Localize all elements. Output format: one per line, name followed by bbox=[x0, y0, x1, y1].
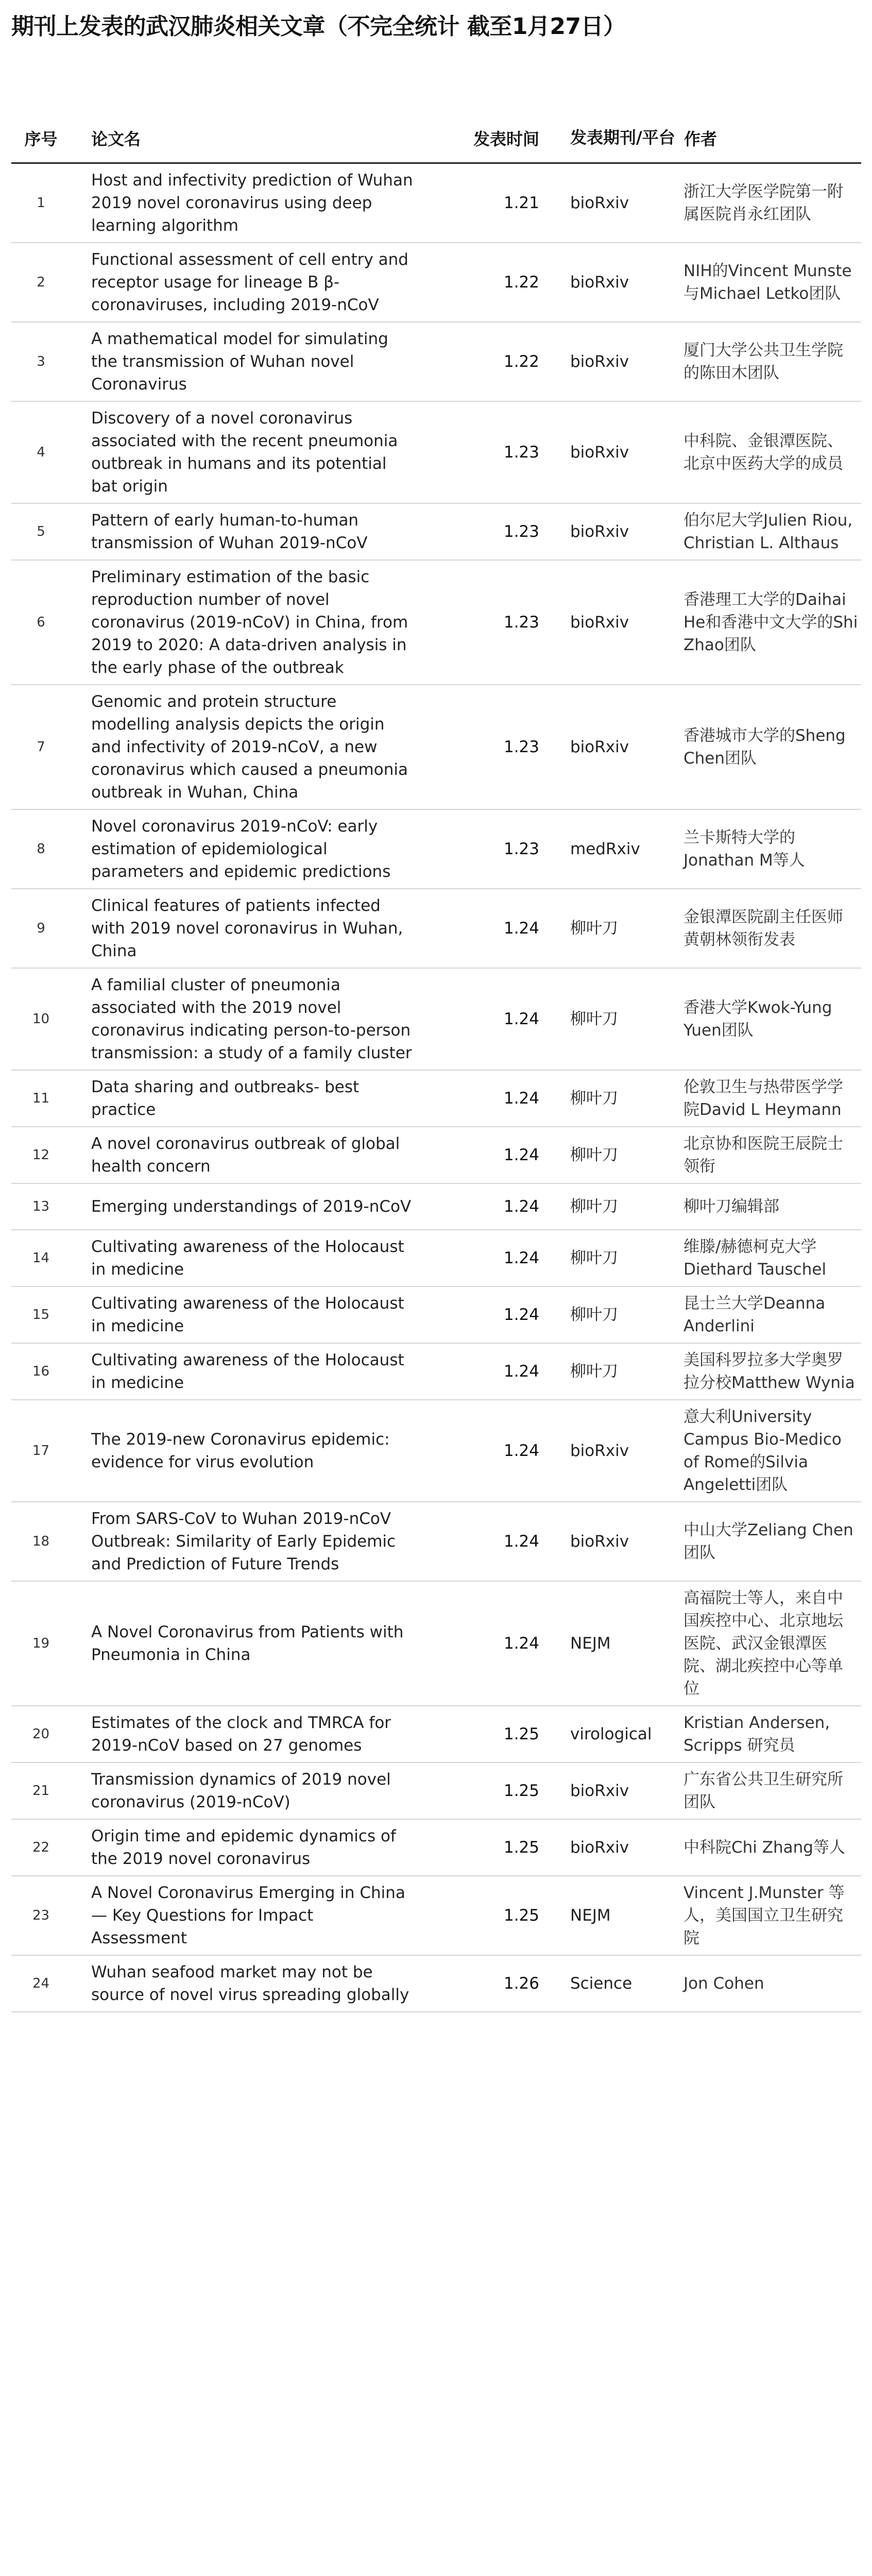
cell-num: 12 bbox=[11, 1127, 71, 1183]
header-author: 作者 bbox=[683, 54, 861, 163]
cell-title: Discovery of a novel coronavirus associated with the recent pneumonia outbreak in humans and its potential bat origin bbox=[71, 401, 436, 503]
cell-venue: NEJM bbox=[560, 1876, 683, 1955]
table-row bbox=[11, 685, 861, 809]
cell-date: 1.24 bbox=[436, 1230, 560, 1286]
table-row bbox=[11, 243, 861, 322]
cell-date: 1.21 bbox=[436, 163, 560, 243]
cell-num: 13 bbox=[11, 1183, 71, 1230]
cell-author: 伯尔尼大学Julien Riou, Christian L. Althaus bbox=[683, 503, 861, 560]
cell-num: 1 bbox=[11, 163, 71, 243]
cell-venue: 柳叶刀 bbox=[560, 1070, 683, 1127]
table-row bbox=[11, 1400, 861, 1502]
cell-num: 8 bbox=[11, 809, 71, 889]
cell-venue: 柳叶刀 bbox=[560, 1127, 683, 1183]
cell-date: 1.22 bbox=[436, 243, 560, 322]
cell-num: 19 bbox=[11, 1581, 71, 1706]
cell-title: A Novel Coronavirus Emerging in China — Key Questions for Impact Assessment bbox=[71, 1876, 436, 1955]
table-row bbox=[11, 503, 861, 560]
cell-title: Data sharing and outbreaks- best practice bbox=[71, 1070, 436, 1127]
cell-num: 9 bbox=[11, 889, 71, 968]
cell-title: Transmission dynamics of 2019 novel coronavirus (2019-nCoV) bbox=[71, 1762, 436, 1819]
cell-date: 1.23 bbox=[436, 560, 560, 685]
cell-author: Jon Cohen bbox=[683, 1955, 861, 2012]
cell-title: Estimates of the clock and TMRCA for 2019-nCoV based on 27 genomes bbox=[71, 1706, 436, 1762]
cell-num: 16 bbox=[11, 1343, 71, 1400]
table-row bbox=[11, 1127, 861, 1183]
cell-num: 22 bbox=[11, 1819, 71, 1876]
cell-author: 意大利University Campus Bio-Medico of Rome的Silvia Angeletti团队 bbox=[683, 1400, 861, 1502]
table-row bbox=[11, 1955, 861, 2012]
cell-date: 1.24 bbox=[436, 1127, 560, 1183]
cell-num: 23 bbox=[11, 1876, 71, 1955]
cell-num: 7 bbox=[11, 685, 71, 809]
table-row bbox=[11, 968, 861, 1070]
cell-title: Host and infectivity prediction of Wuhan 2019 novel coronavirus using deep learning algorithm bbox=[71, 163, 436, 243]
cell-date: 1.25 bbox=[436, 1876, 560, 1955]
cell-date: 1.24 bbox=[436, 1070, 560, 1127]
cell-num: 20 bbox=[11, 1706, 71, 1762]
cell-title: Cultivating awareness of the Holocaust in medicine bbox=[71, 1286, 436, 1343]
cell-venue: bioRxiv bbox=[560, 401, 683, 503]
table-row bbox=[11, 1706, 861, 1762]
table-row bbox=[11, 809, 861, 889]
cell-author: Kristian Andersen, Scripps 研究员 bbox=[683, 1706, 861, 1762]
cell-num: 14 bbox=[11, 1230, 71, 1286]
cell-date: 1.25 bbox=[436, 1762, 560, 1819]
cell-author: 厦门大学公共卫生学院的陈田木团队 bbox=[683, 322, 861, 401]
cell-date: 1.25 bbox=[436, 1819, 560, 1876]
table-row bbox=[11, 1876, 861, 1955]
cell-num: 17 bbox=[11, 1400, 71, 1502]
cell-num: 15 bbox=[11, 1286, 71, 1343]
cell-date: 1.26 bbox=[436, 1955, 560, 2012]
cell-author: 香港大学Kwok-Yung Yuen团队 bbox=[683, 968, 861, 1070]
cell-num: 6 bbox=[11, 560, 71, 685]
table-row bbox=[11, 1183, 861, 1230]
header-date: 发表时间 bbox=[436, 54, 560, 163]
cell-num: 3 bbox=[11, 322, 71, 401]
cell-author: 昆士兰大学Deanna Anderlini bbox=[683, 1286, 861, 1343]
table-row bbox=[11, 1581, 861, 1706]
cell-num: 5 bbox=[11, 503, 71, 560]
cell-date: 1.22 bbox=[436, 322, 560, 401]
cell-title: The 2019-new Coronavirus epidemic: evidence for virus evolution bbox=[71, 1400, 436, 1502]
table-row bbox=[11, 1230, 861, 1286]
cell-date: 1.24 bbox=[436, 1343, 560, 1400]
cell-num: 21 bbox=[11, 1762, 71, 1819]
cell-venue: 柳叶刀 bbox=[560, 889, 683, 968]
header-num: 序号 bbox=[11, 54, 71, 163]
cell-date: 1.23 bbox=[436, 685, 560, 809]
cell-num: 4 bbox=[11, 401, 71, 503]
cell-author: 中科院Chi Zhang等人 bbox=[683, 1819, 861, 1876]
cell-title: Preliminary estimation of the basic reproduction number of novel coronavirus (2019-nCoV) in China, from 2019 to 2020: A data-driven analysis in the early phase of the outbreak bbox=[71, 560, 436, 685]
cell-date: 1.23 bbox=[436, 503, 560, 560]
cell-date: 1.24 bbox=[436, 1183, 560, 1230]
cell-date: 1.24 bbox=[436, 889, 560, 968]
cell-author: 香港理工大学的Daihai He和香港中文大学的Shi Zhao团队 bbox=[683, 560, 861, 685]
cell-title: Functional assessment of cell entry and receptor usage for lineage B β-coronaviruses, including 2019-nCoV bbox=[71, 243, 436, 322]
header-title: 论文名 bbox=[71, 54, 436, 163]
cell-author: 高福院士等人，来自中国疾控中心、北京地坛医院、武汉金银潭医院、湖北疾控中心等单位 bbox=[683, 1581, 861, 1706]
cell-date: 1.25 bbox=[436, 1706, 560, 1762]
cell-title: Emerging understandings of 2019-nCoV bbox=[71, 1183, 436, 1230]
cell-venue: NEJM bbox=[560, 1581, 683, 1706]
table-row bbox=[11, 1286, 861, 1343]
cell-author: 广东省公共卫生研究所团队 bbox=[683, 1762, 861, 1819]
cell-venue: 柳叶刀 bbox=[560, 968, 683, 1070]
cell-venue: bioRxiv bbox=[560, 685, 683, 809]
cell-venue: bioRxiv bbox=[560, 560, 683, 685]
cell-date: 1.24 bbox=[436, 1400, 560, 1502]
cell-venue: bioRxiv bbox=[560, 1762, 683, 1819]
cell-author: 维滕/赫德柯克大学Diethard Tauschel bbox=[683, 1230, 861, 1286]
cell-author: 北京协和医院王辰院士领衔 bbox=[683, 1127, 861, 1183]
cell-title: A familial cluster of pneumonia associated with the 2019 novel coronavirus indicating person-to-person transmission: a study of a family cluster bbox=[71, 968, 436, 1070]
cell-venue: bioRxiv bbox=[560, 1819, 683, 1876]
cell-venue: 柳叶刀 bbox=[560, 1183, 683, 1230]
cell-title: Novel coronavirus 2019-nCoV: early estimation of epidemiological parameters and epidemic predictions bbox=[71, 809, 436, 889]
cell-date: 1.24 bbox=[436, 968, 560, 1070]
cell-title: From SARS-CoV to Wuhan 2019-nCoV Outbreak: Similarity of Early Epidemic and Prediction of Future Trends bbox=[71, 1502, 436, 1581]
cell-title: Cultivating awareness of the Holocaust in medicine bbox=[71, 1343, 436, 1400]
cell-author: 金银潭医院副主任医师黄朝林领衔发表 bbox=[683, 889, 861, 968]
cell-title: A mathematical model for simulating the transmission of Wuhan novel Coronavirus bbox=[71, 322, 436, 401]
cell-venue: 柳叶刀 bbox=[560, 1343, 683, 1400]
cell-title: Pattern of early human-to-human transmission of Wuhan 2019-nCoV bbox=[71, 503, 436, 560]
cell-venue: 柳叶刀 bbox=[560, 1286, 683, 1343]
cell-date: 1.23 bbox=[436, 401, 560, 503]
cell-date: 1.24 bbox=[436, 1581, 560, 1706]
cell-date: 1.23 bbox=[436, 809, 560, 889]
cell-venue: medRxiv bbox=[560, 809, 683, 889]
cell-venue: bioRxiv bbox=[560, 1400, 683, 1502]
table-header bbox=[11, 54, 861, 163]
cell-author: NIH的Vincent Munste与Michael Letko团队 bbox=[683, 243, 861, 322]
cell-title: Cultivating awareness of the Holocaust in medicine bbox=[71, 1230, 436, 1286]
cell-venue: 柳叶刀 bbox=[560, 1230, 683, 1286]
table-row bbox=[11, 163, 861, 243]
cell-venue: Science bbox=[560, 1955, 683, 2012]
cell-num: 10 bbox=[11, 968, 71, 1070]
cell-author: 兰卡斯特大学的Jonathan M等人 bbox=[683, 809, 861, 889]
table-row bbox=[11, 1070, 861, 1127]
cell-author: 浙江大学医学院第一附属医院肖永红团队 bbox=[683, 163, 861, 243]
cell-venue: bioRxiv bbox=[560, 1502, 683, 1581]
cell-title: Clinical features of patients infected with 2019 novel coronavirus in Wuhan, China bbox=[71, 889, 436, 968]
cell-num: 24 bbox=[11, 1955, 71, 2012]
cell-venue: virological bbox=[560, 1706, 683, 1762]
table-row bbox=[11, 401, 861, 503]
cell-num: 2 bbox=[11, 243, 71, 322]
cell-author: 伦敦卫生与热带医学学院David L Heymann bbox=[683, 1070, 861, 1127]
table-row bbox=[11, 1762, 861, 1819]
cell-venue: bioRxiv bbox=[560, 243, 683, 322]
cell-author: 香港城市大学的Sheng Chen团队 bbox=[683, 685, 861, 809]
table-row bbox=[11, 889, 861, 968]
header-venue: 发表期刊/平台 bbox=[560, 54, 683, 163]
cell-author: 美国科罗拉多大学奥罗拉分校Matthew Wynia bbox=[683, 1343, 861, 1400]
cell-venue: bioRxiv bbox=[560, 322, 683, 401]
page-title: 期刊上发表的武汉肺炎相关文章（不完全统计 截至1月27日） bbox=[11, 13, 626, 40]
cell-num: 11 bbox=[11, 1070, 71, 1127]
cell-title: A Novel Coronavirus from Patients with Pneumonia in China bbox=[71, 1581, 436, 1706]
cell-venue: bioRxiv bbox=[560, 503, 683, 560]
cell-title: Genomic and protein structure modelling analysis depicts the origin and infectivity of 2019-nCoV, a new coronavirus which caused a pneumonia outbreak in Wuhan, China bbox=[71, 685, 436, 809]
cell-date: 1.24 bbox=[436, 1286, 560, 1343]
cell-title: A novel coronavirus outbreak of global health concern bbox=[71, 1127, 436, 1183]
table-row bbox=[11, 560, 861, 685]
cell-author: 柳叶刀编辑部 bbox=[683, 1183, 861, 1230]
articles-table bbox=[11, 54, 861, 2012]
cell-author: Vincent J.Munster 等人，美国国立卫生研究院 bbox=[683, 1876, 861, 1955]
cell-author: 中山大学Zeliang Chen团队 bbox=[683, 1502, 861, 1581]
cell-author: 中科院、金银潭医院、北京中医药大学的成员 bbox=[683, 401, 861, 503]
cell-date: 1.24 bbox=[436, 1502, 560, 1581]
table-row bbox=[11, 1819, 861, 1876]
cell-num: 18 bbox=[11, 1502, 71, 1581]
table-row bbox=[11, 322, 861, 401]
cell-title: Wuhan seafood market may not be source of novel virus spreading globally bbox=[71, 1955, 436, 2012]
cell-title: Origin time and epidemic dynamics of the 2019 novel coronavirus bbox=[71, 1819, 436, 1876]
cell-venue: bioRxiv bbox=[560, 163, 683, 243]
table-row bbox=[11, 1502, 861, 1581]
table-row bbox=[11, 1343, 861, 1400]
